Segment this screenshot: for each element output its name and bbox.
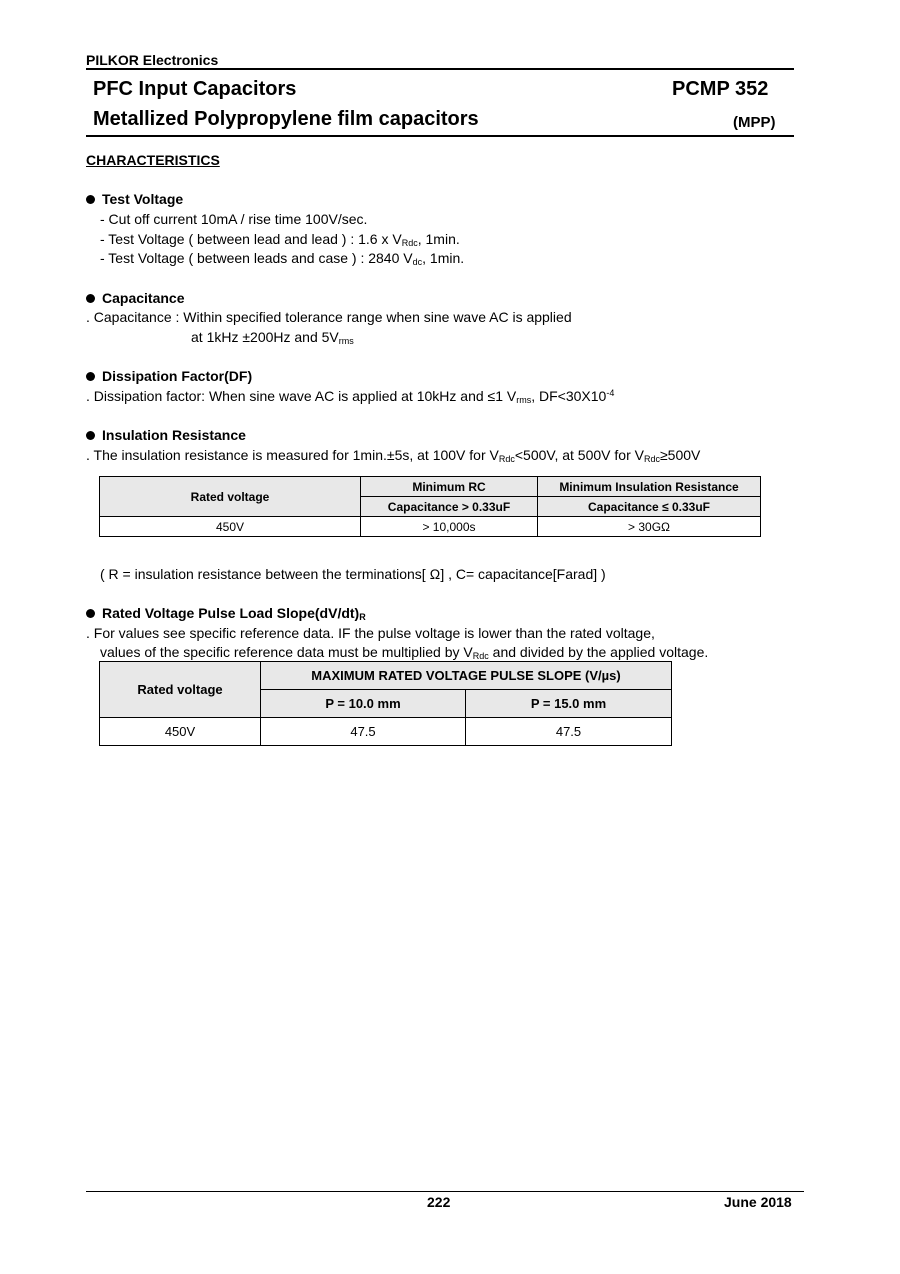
header-rule-top: [86, 68, 794, 70]
insulation-note: ( R = insulation resistance between the terminations[ Ω] , C= capacitance[Farad] ): [100, 566, 606, 582]
pulse-row-voltage: 450V: [100, 718, 261, 746]
insulation-heading: Insulation Resistance: [86, 427, 246, 443]
pulse-heading: Rated Voltage Pulse Load $Slope(dV/dt)_R$: [86, 605, 366, 622]
insulation-line: . The insulation resistance is measured for 1min.±5s, at 100V for $V_{Rdc}<500V$, at 500V for $V_{Rdc}\ge 500V$: [86, 447, 701, 464]
capacitance-heading: Capacitance: [86, 290, 184, 306]
bullet-icon: [86, 372, 95, 381]
product-subtitle: Metallized Polypropylene film capacitors: [93, 108, 479, 130]
test-voltage-line-2: - Test Voltage ( between lead and lead ) : 1.6 x $V_{Rdc}$, 1min.: [100, 231, 460, 248]
row-ir: > 30GΩ: [538, 517, 761, 537]
test-voltage-line-1: - Cut off current 10mA / rise time 100V/sec.: [100, 211, 368, 227]
pulse-row-p10: 47.5: [261, 718, 466, 746]
pulse-line-2: values of the specific reference data must be multiplied by $V_{Rdc}$ and divided by the applied voltage.: [100, 644, 709, 661]
test-voltage-heading: Test Voltage: [86, 191, 183, 207]
pulse-line-1: . For values see specific reference data. IF the pulse voltage is lower than the rated voltage,: [86, 625, 655, 641]
capacitance-line-2: at 1kHz ±200Hz and $5V_{rms}$: [191, 329, 354, 346]
bullet-icon: [86, 294, 95, 303]
pulse-rated-voltage-header: Rated voltage: [100, 662, 261, 718]
product-title: PFC Input Capacitors: [93, 78, 297, 100]
row-voltage: 450V: [100, 517, 361, 537]
cap-gt-header: Capacitance > 0.33uF: [361, 497, 538, 517]
min-ir-header: Minimum Insulation Resistance: [538, 477, 761, 497]
pulse-table: [99, 661, 672, 746]
cap-le-header: Capacitance ≤ 0.33uF: [538, 497, 761, 517]
pulse-row-p15: 47.5: [466, 718, 672, 746]
dissipation-heading: Dissipation Factor(DF): [86, 368, 252, 384]
p10-header: P = 10.0 mm: [261, 690, 466, 718]
capacitance-line-1: . Capacitance : Within specified tolerance range when sine wave AC is applied: [86, 309, 572, 325]
bullet-icon: [86, 195, 95, 204]
type-abbreviation: (MPP): [733, 114, 776, 131]
section-heading: CHARACTERISTICS: [86, 152, 220, 168]
rated-voltage-header: Rated voltage: [100, 477, 361, 517]
bullet-icon: [86, 609, 95, 618]
page-number: 222: [427, 1194, 451, 1210]
table-row: [100, 718, 672, 746]
min-rc-header: Minimum RC: [361, 477, 538, 497]
dissipation-line: . Dissipation factor: When sine wave AC is applied at 10kHz and ≤1 $V_{rms}$, $DF<30X10^{-4}$: [86, 388, 615, 405]
p15-header: P = 15.0 mm: [466, 690, 672, 718]
model-number: PCMP 352: [672, 78, 769, 100]
footer-rule: [86, 1191, 804, 1192]
table-row: [100, 517, 761, 537]
row-rc: > 10,000s: [361, 517, 538, 537]
company-name: PILKOR Electronics: [86, 52, 219, 68]
footer-date: June 2018: [724, 1194, 792, 1210]
insulation-table: [99, 476, 761, 537]
bullet-icon: [86, 431, 95, 440]
header-rule-bottom: [86, 135, 794, 137]
test-voltage-line-3: - Test Voltage ( between leads and case ) : 2840 $V_{dc}$, 1min.: [100, 250, 465, 267]
pulse-max-header: MAXIMUM RATED VOLTAGE PULSE SLOPE (V/µs): [261, 662, 672, 690]
